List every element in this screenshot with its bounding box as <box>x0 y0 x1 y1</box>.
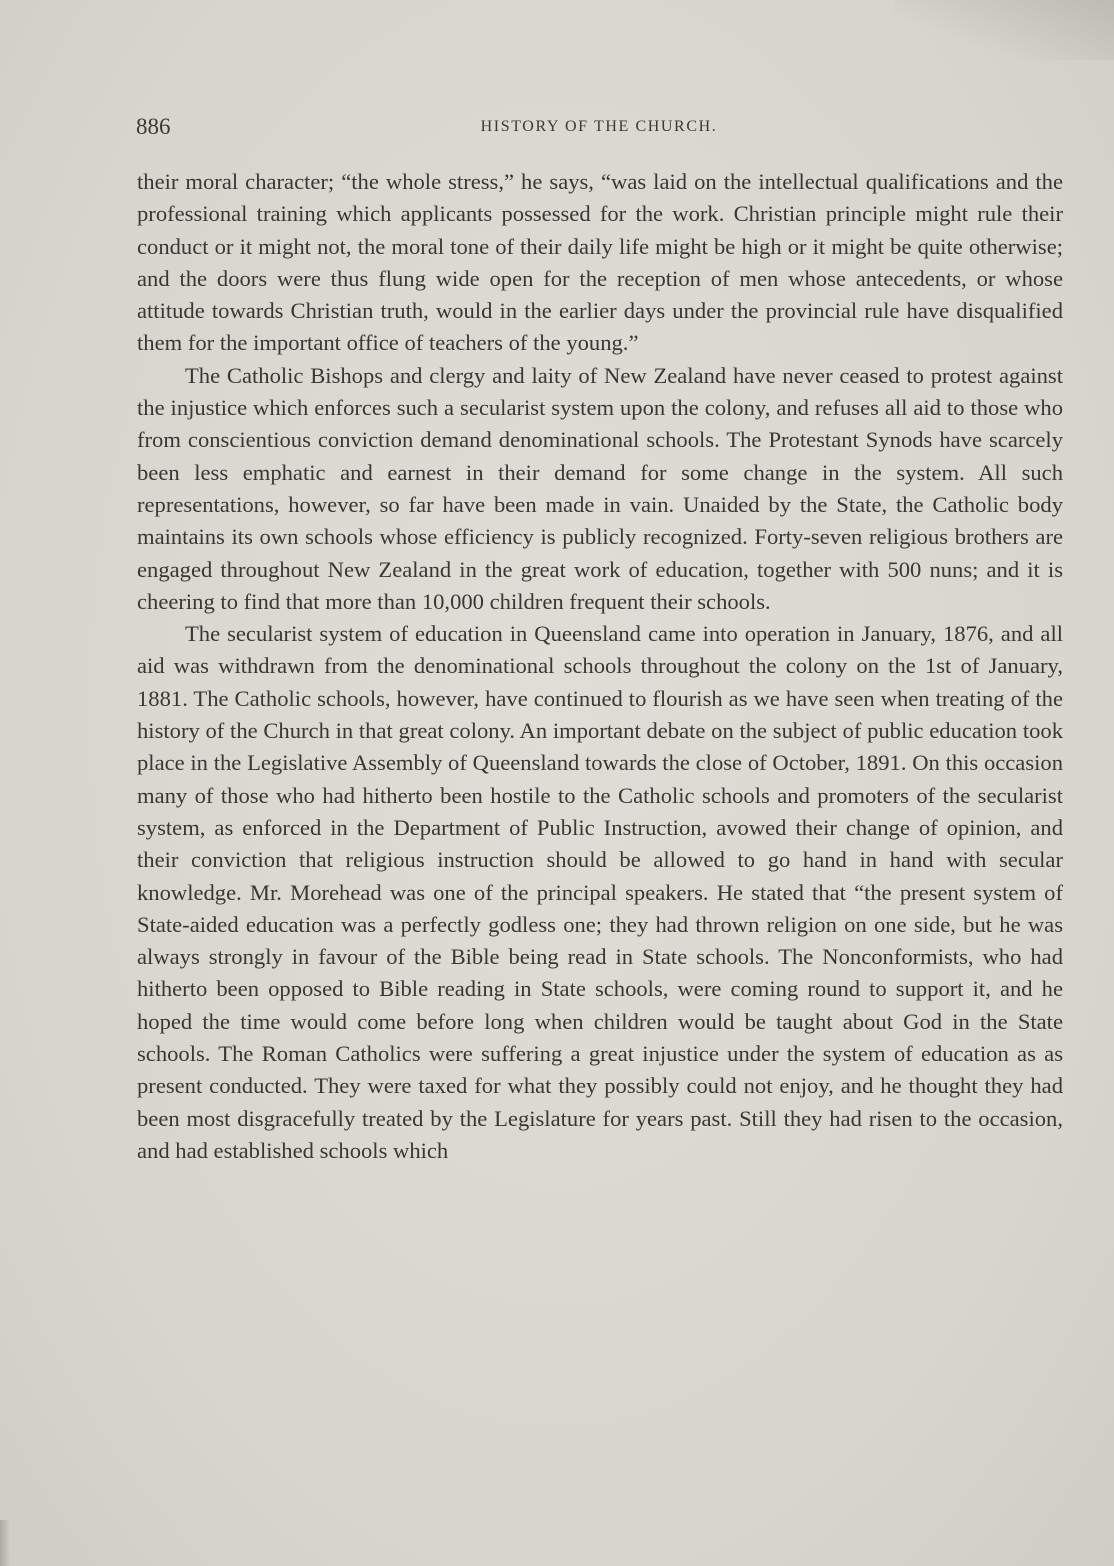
running-head: HISTORY OF THE CHURCH. <box>480 118 718 135</box>
paragraph-2: The Catholic Bishops and clergy and laity of New Zealand have never ceased to protest against the injustice which enforces such a secularist system upon the colony, and refuses all aid to those who from conscientious conviction demand denominational schools. The Protestant Synods have scarcely been less emphatic and earnest in their demand for some change in the system. All such representations, however, so far have been made in vain. Unaided by the State, the Catholic body maintains its own schools whose efficiency is publicly recognized. Forty-seven religious brothers are engaged throughout New Zealand in the great work of education, together with 500 nuns; and it is cheering to find that more than 10,000 children frequent their schools. <box>137 362 1063 614</box>
page-header <box>136 114 1062 146</box>
page-corner-shadow <box>894 0 1114 60</box>
page-edge-smudge <box>0 1520 10 1566</box>
paragraph-1: their moral character; “the whole stress,” he says, “was laid on the intellectual qualifications and the professional training which applicants possessed for the work. Christian principle might rule their conduct or it might not, the moral tone of their daily life might be high or it might be quite otherwise; and the doors were thus flung wide open for the reception of men whose antecedents, or whose attitude towards Christian truth, would in the earlier days under the provincial rule have disqualified them for the important office of teachers of the young.” <box>137 169 1063 356</box>
body-text <box>137 166 1063 1167</box>
paragraph-3: The secularist system of education in Queensland came into operation in January, 1876, and all aid was withdrawn from the denominational schools throughout the colony on the 1st of January, 1881. The Catholic schools, however, have continued to flourish as we have seen when treating of the history of the Church in that great colony. An important debate on the subject of public education took place in the Legislative Assembly of Queensland towards the close of October, 1891. On this occasion many of those who had hitherto been hostile to the Catholic schools and promoters of the secularist system, as enforced in the Department of Public Instruction, avowed their change of opinion, and their conviction that religious instruction should be allowed to go hand in hand with secular knowledge. Mr. Morehead was one of the principal speakers. He stated that “the present system of State-aided education was a perfectly godless one; they had thrown religion on one side, but he was always strongly in favour of the Bible being read in State schools. The Nonconformists, who had hitherto been opposed to Bible reading in State schools, were coming round to support it, and he hoped the time would come before long when children would be taught about God in the State schools. The Roman Catholics were suffering a great injustice under the system of education as as present conducted. They were taxed for what they possibly could not enjoy, and he thought they had been most disgracefully treated by the Legislature for years past. Still they had risen to the occasion, and had established schools which <box>137 621 1063 1163</box>
page-number: 886 <box>136 114 171 139</box>
